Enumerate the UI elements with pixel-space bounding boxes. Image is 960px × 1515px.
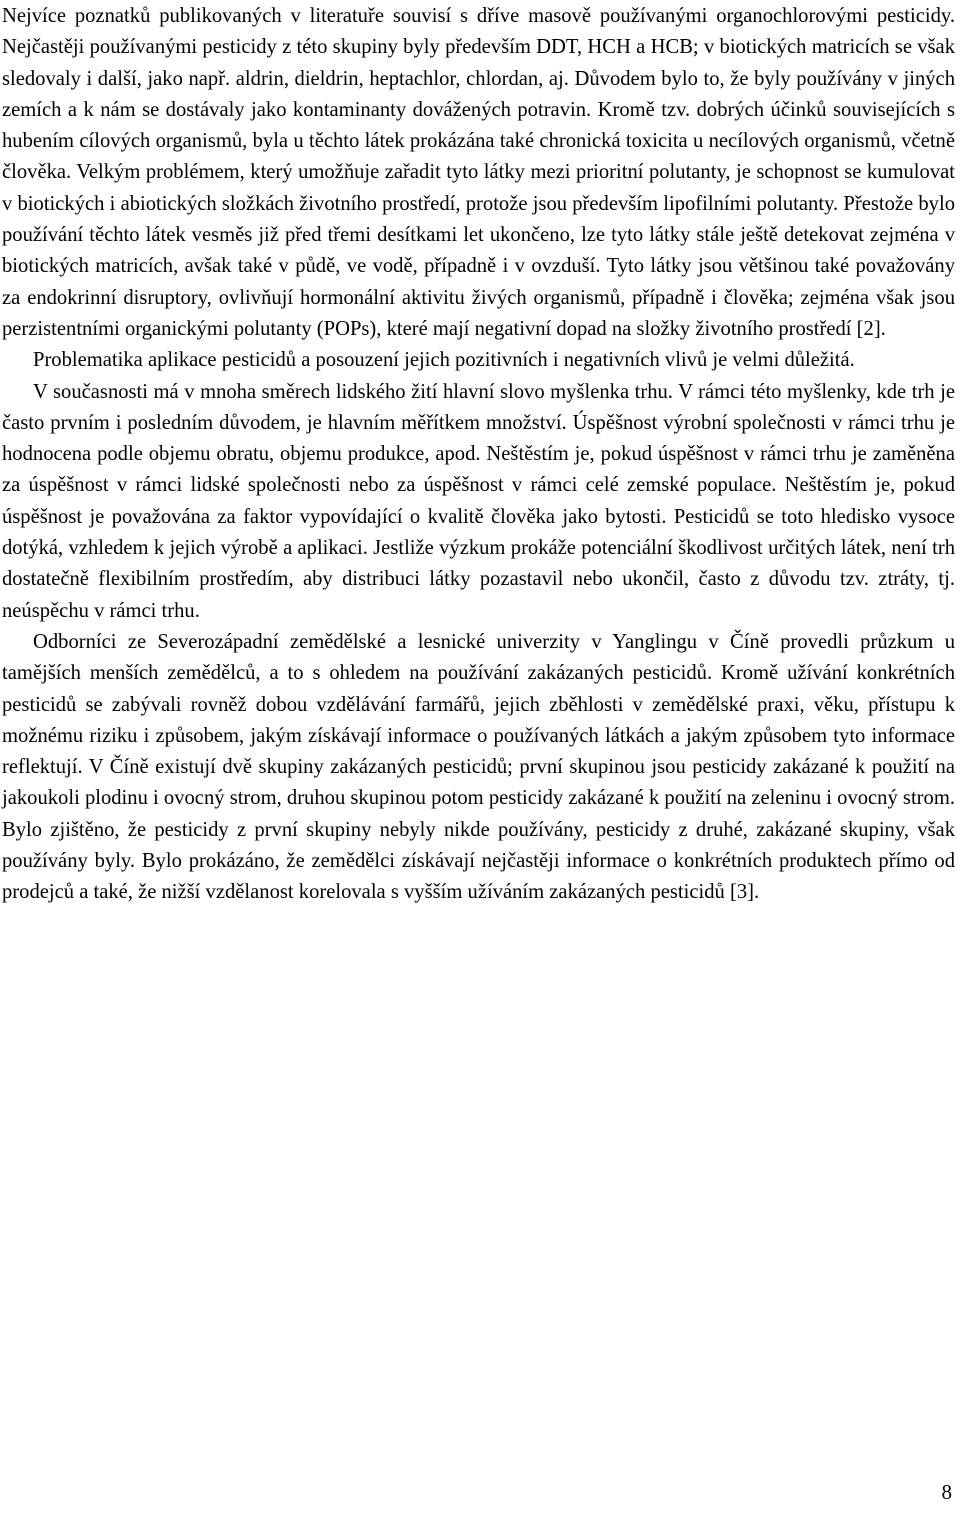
page-number: 8 [941, 1480, 952, 1504]
paragraph-organochlorine-pesticides: Nejvíce poznatků publikovaných v literatuře souvisí s dříve masově používanými organochlorovými pesticidy. Nejčastěji používanými pesticidy z této skupiny byly především DDT, HCH a HCB; v biotických matricích se však sledovaly i další, jako např. aldrin, dieldrin, heptachlor, chlordan, aj. Důvodem bylo to, že byly používány v jiných zemích a k nám se dostávaly jako kontaminanty dovážených potravin. Kromě tzv. dobrých účinků souvisejících s hubením cílových organismů, byla u těchto látek prokázána také chronická toxicita u necílových organismů, včetně člověka. Velkým problémem, který umožňuje zařadit tyto látky mezi prioritní polutanty, je schopnost se kumulovat v biotických i abiotických složkách životního prostředí, protože jsou především lipofilními polutanty. Přestože bylo používání těchto látek vesměs již před třemi desítkami let ukončeno, lze tyto látky stále ještě detekovat zejména v biotických matricích, avšak také v půdě, ve vodě, případně i v ovzduší. Tyto látky jsou většinou také považovány za endokrinní disruptory, ovlivňují hormonální aktivitu živých organismů, případně i člověka; zejména však jsou perzistentními organickými polutanty (POPs), které mají negativní dopad na složky životního prostředí [2]. [2, 5, 955, 340]
paragraph-problem-statement: Problematika aplikace pesticidů a posouzení jejich pozitivních i negativních vlivů je velmi důležitá. [33, 349, 855, 372]
paragraph-market-thinking: V současnosti má v mnoha směrech lidského žití hlavní slovo myšlenka trhu. V rámci této myšlenky, kde trh je často prvním i posledním důvodem, je hlavním měřítkem množství. Úspěšnost výrobní společnosti v rámci trhu je hodnocena podle objemu obratu, objemu produkce, apod. Neštěstím je, pokud úspěšnost v rámci trhu je zaměněna za úspěšnost v rámci lidské společnosti nebo za úspěšnost v rámci celé zemské populace. Neštěstím je, pokud úspěšnost je považována za faktor vypovídající o kvalitě člověka jako bytosti. Pesticidů se toto hledisko vysoce dotýká, vzhledem k jejich výrobě a aplikaci. Jestliže výzkum prokáže potenciální škodlivost určitých látek, není trh dostatečně flexibilním prostředím, aby distribuci látky pozastavil nebo ukončil, často z důvodu tzv. ztráty, tj. neúspěchu v rámci trhu. [2, 380, 955, 622]
paragraph-china-survey: Odborníci ze Severozápadní zemědělské a lesnické univerzity v Yanglingu v Číně provedli průzkum u tamějších menších zemědělců, a to s ohledem na používání zakázaných pesticidů. Kromě užívání konkrétních pesticidů se zabývali rovněž dobou vzdělávání farmářů, jejich zběhlosti v zemědělské praxi, věku, přístupu k možnému riziku i způsobem, jakým získávají informace o používaných látkách a jakým způsobem tyto informace reflektují. V Číně existují dvě skupiny zakázaných pesticidů; první skupinou jsou pesticidy zakázané k použití na jakoukoli plodinu i ovocný strom, druhou skupinou potom pesticidy zakázané k použití na zeleninu i ovocný strom. Bylo zjištěno, že pesticidy z první skupiny nebyly nikde používány, pesticidy z druhé, zakázané skupiny, však používány byly. Bylo prokázáno, že zemědělci získávají nejčastěji informace o konkrétních produktech přímo od prodejců a také, že nižší vzdělanost korelovala s vyšším užíváním zakázaných pesticidů [3]. [2, 630, 955, 904]
document-body [2, 1, 955, 909]
